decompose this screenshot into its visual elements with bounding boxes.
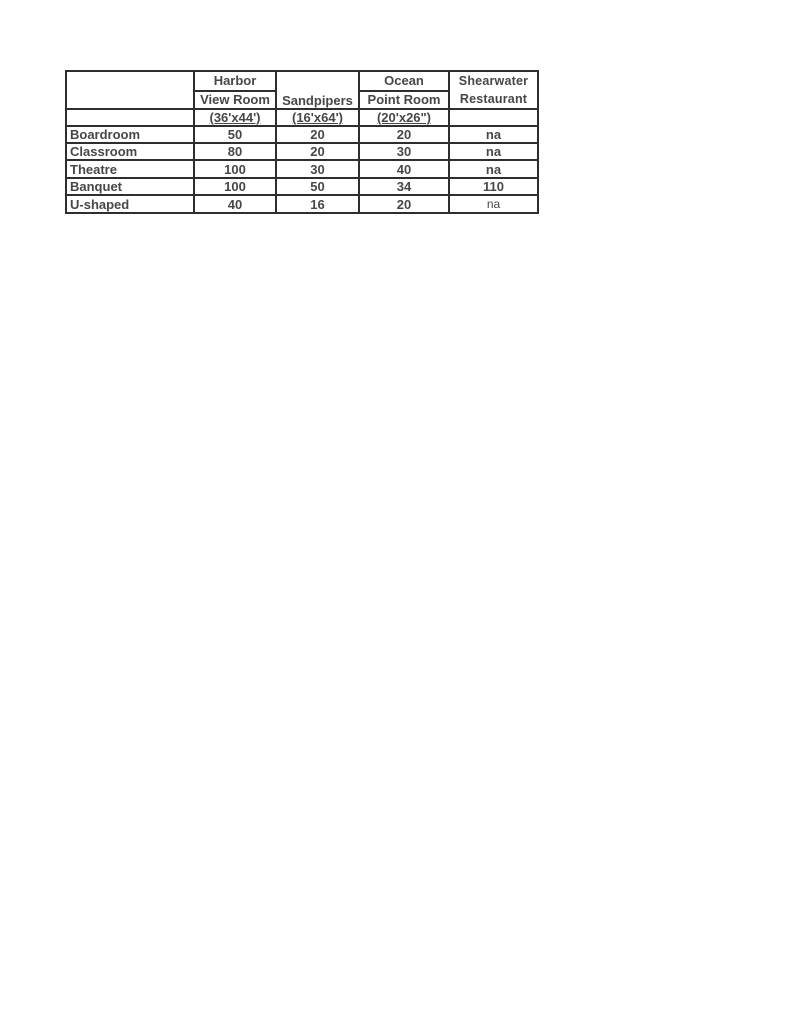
cell-value: 100	[194, 178, 276, 195]
cell-value: 20	[276, 126, 359, 143]
cell-value: 40	[359, 160, 449, 178]
table-row-u-shaped	[66, 195, 538, 213]
room-capacity-table	[65, 70, 539, 214]
row-label: Theatre	[66, 160, 194, 178]
header-ocean-line1: Ocean	[359, 71, 449, 91]
header-shearwater-line1: Shearwater	[458, 74, 529, 88]
cell-value: 16	[276, 195, 359, 213]
header-harbor-line2: View Room	[194, 91, 276, 109]
cell-value: 34	[359, 178, 449, 195]
cell-value: 50	[276, 178, 359, 195]
header-sandpipers: Sandpipers	[276, 71, 359, 109]
cell-value: 30	[276, 160, 359, 178]
dimensions-empty-cell	[66, 109, 194, 126]
cell-value: 20	[359, 126, 449, 143]
cell-value: na	[449, 143, 538, 160]
cell-value: na	[449, 195, 538, 213]
header-row-1	[66, 71, 538, 91]
header-ocean-line2: Point Room	[359, 91, 449, 109]
corner-cell	[66, 71, 194, 109]
dimensions-row	[66, 109, 538, 126]
cell-value: na	[449, 160, 538, 178]
row-label: U-shaped	[66, 195, 194, 213]
row-label: Classroom	[66, 143, 194, 160]
cell-value: 110	[449, 178, 538, 195]
table-row-classroom	[66, 143, 538, 160]
shearwater-dimensions	[449, 109, 538, 126]
table-row-theatre	[66, 160, 538, 178]
cell-value: 50	[194, 126, 276, 143]
header-harbor-line1: Harbor	[194, 71, 276, 91]
table-row-banquet	[66, 178, 538, 195]
cell-value: 30	[359, 143, 449, 160]
harbor-dimensions: (36'x44')	[194, 109, 276, 126]
cell-value: 80	[194, 143, 276, 160]
ocean-dimensions: (20'x26")	[359, 109, 449, 126]
header-shearwater-line2: Restaurant	[459, 92, 528, 106]
cell-value: 20	[359, 195, 449, 213]
sandpipers-dimensions: (16'x64')	[276, 109, 359, 126]
table-row-boardroom	[66, 126, 538, 143]
cell-value: 40	[194, 195, 276, 213]
cell-value: na	[449, 126, 538, 143]
row-label: Boardroom	[66, 126, 194, 143]
row-label: Banquet	[66, 178, 194, 195]
cell-value: 100	[194, 160, 276, 178]
header-shearwater	[449, 71, 538, 109]
cell-value: 20	[276, 143, 359, 160]
